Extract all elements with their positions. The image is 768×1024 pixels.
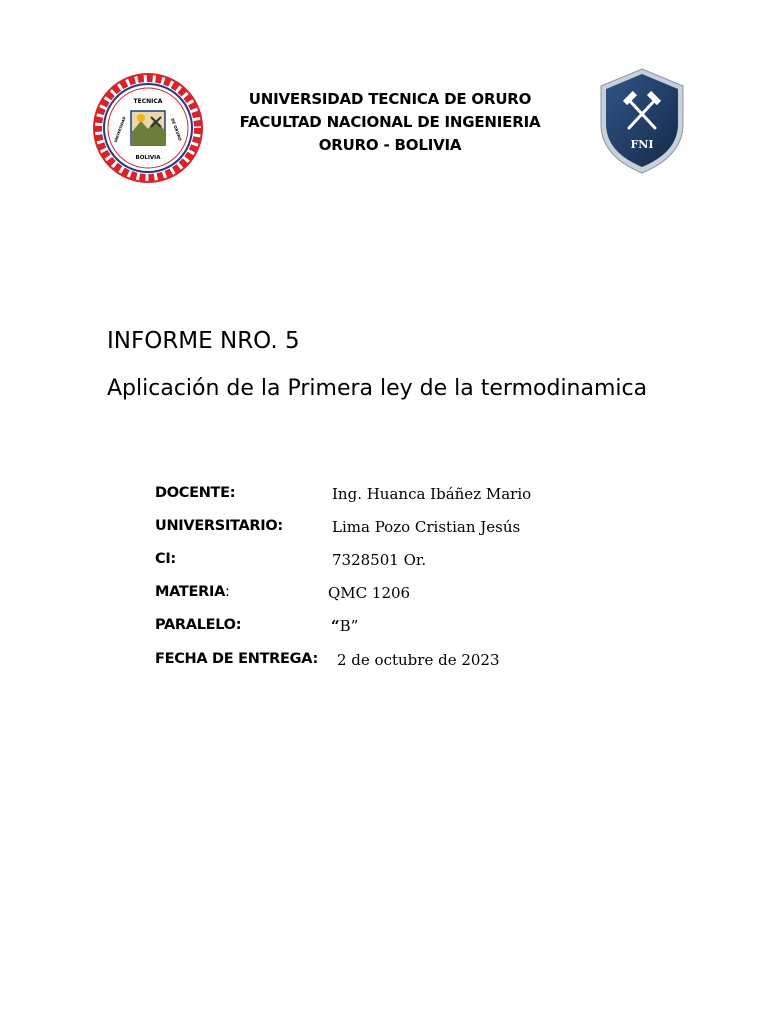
shield-text: FNI (630, 138, 654, 151)
materia-colon: : (225, 584, 230, 600)
location: ORURO - BOLIVIA (318, 136, 462, 154)
paralelo-value: B” (339, 617, 359, 635)
institution-header (210, 88, 570, 157)
seal-left-text: UNIVERSIDAD (113, 116, 127, 144)
universitario-value: Lima Pozo Cristian Jesús (332, 518, 521, 536)
seal-right-text: DE ORURO (170, 117, 183, 142)
ci-label: CI: (155, 551, 176, 567)
docente-value: Ing. Huanca Ibáñez Mario (332, 485, 532, 503)
info-row-docente (155, 485, 675, 509)
fecha-value: 2 de octubre de 2023 (337, 651, 500, 669)
info-row-ci (155, 551, 675, 575)
paralelo-open-quote: “ (331, 617, 340, 635)
report-title: Aplicación de la Primera ley de la termodinamica (107, 376, 648, 401)
university-name: UNIVERSIDAD TECNICA DE ORURO (248, 90, 532, 108)
materia-value: QMC 1206 (328, 584, 411, 602)
materia-label-text: MATERIA (155, 584, 226, 600)
fecha-label: FECHA DE ENTREGA: (155, 651, 318, 667)
university-seal-logo (93, 73, 203, 183)
faculty-name: FACULTAD NACIONAL DE INGENIERIA (239, 113, 541, 131)
info-row-paralelo (155, 617, 675, 641)
paralelo-label: PARALELO: (155, 617, 242, 633)
seal-bottom-text: BOLIVIA (135, 155, 161, 161)
info-row-universitario (155, 518, 675, 542)
universitario-label: UNIVERSITARIO: (155, 518, 283, 534)
docente-label: DOCENTE: (155, 485, 236, 501)
seal-top-text: TECNICA (133, 98, 163, 105)
report-number: INFORME NRO. 5 (107, 328, 300, 354)
info-row-fecha (155, 651, 675, 675)
materia-label (155, 584, 230, 600)
paralelo-value-wrapper (331, 617, 358, 635)
fni-shield-logo (597, 66, 687, 176)
ci-value: 7328501 Or. (332, 551, 427, 569)
info-row-materia (155, 584, 675, 608)
